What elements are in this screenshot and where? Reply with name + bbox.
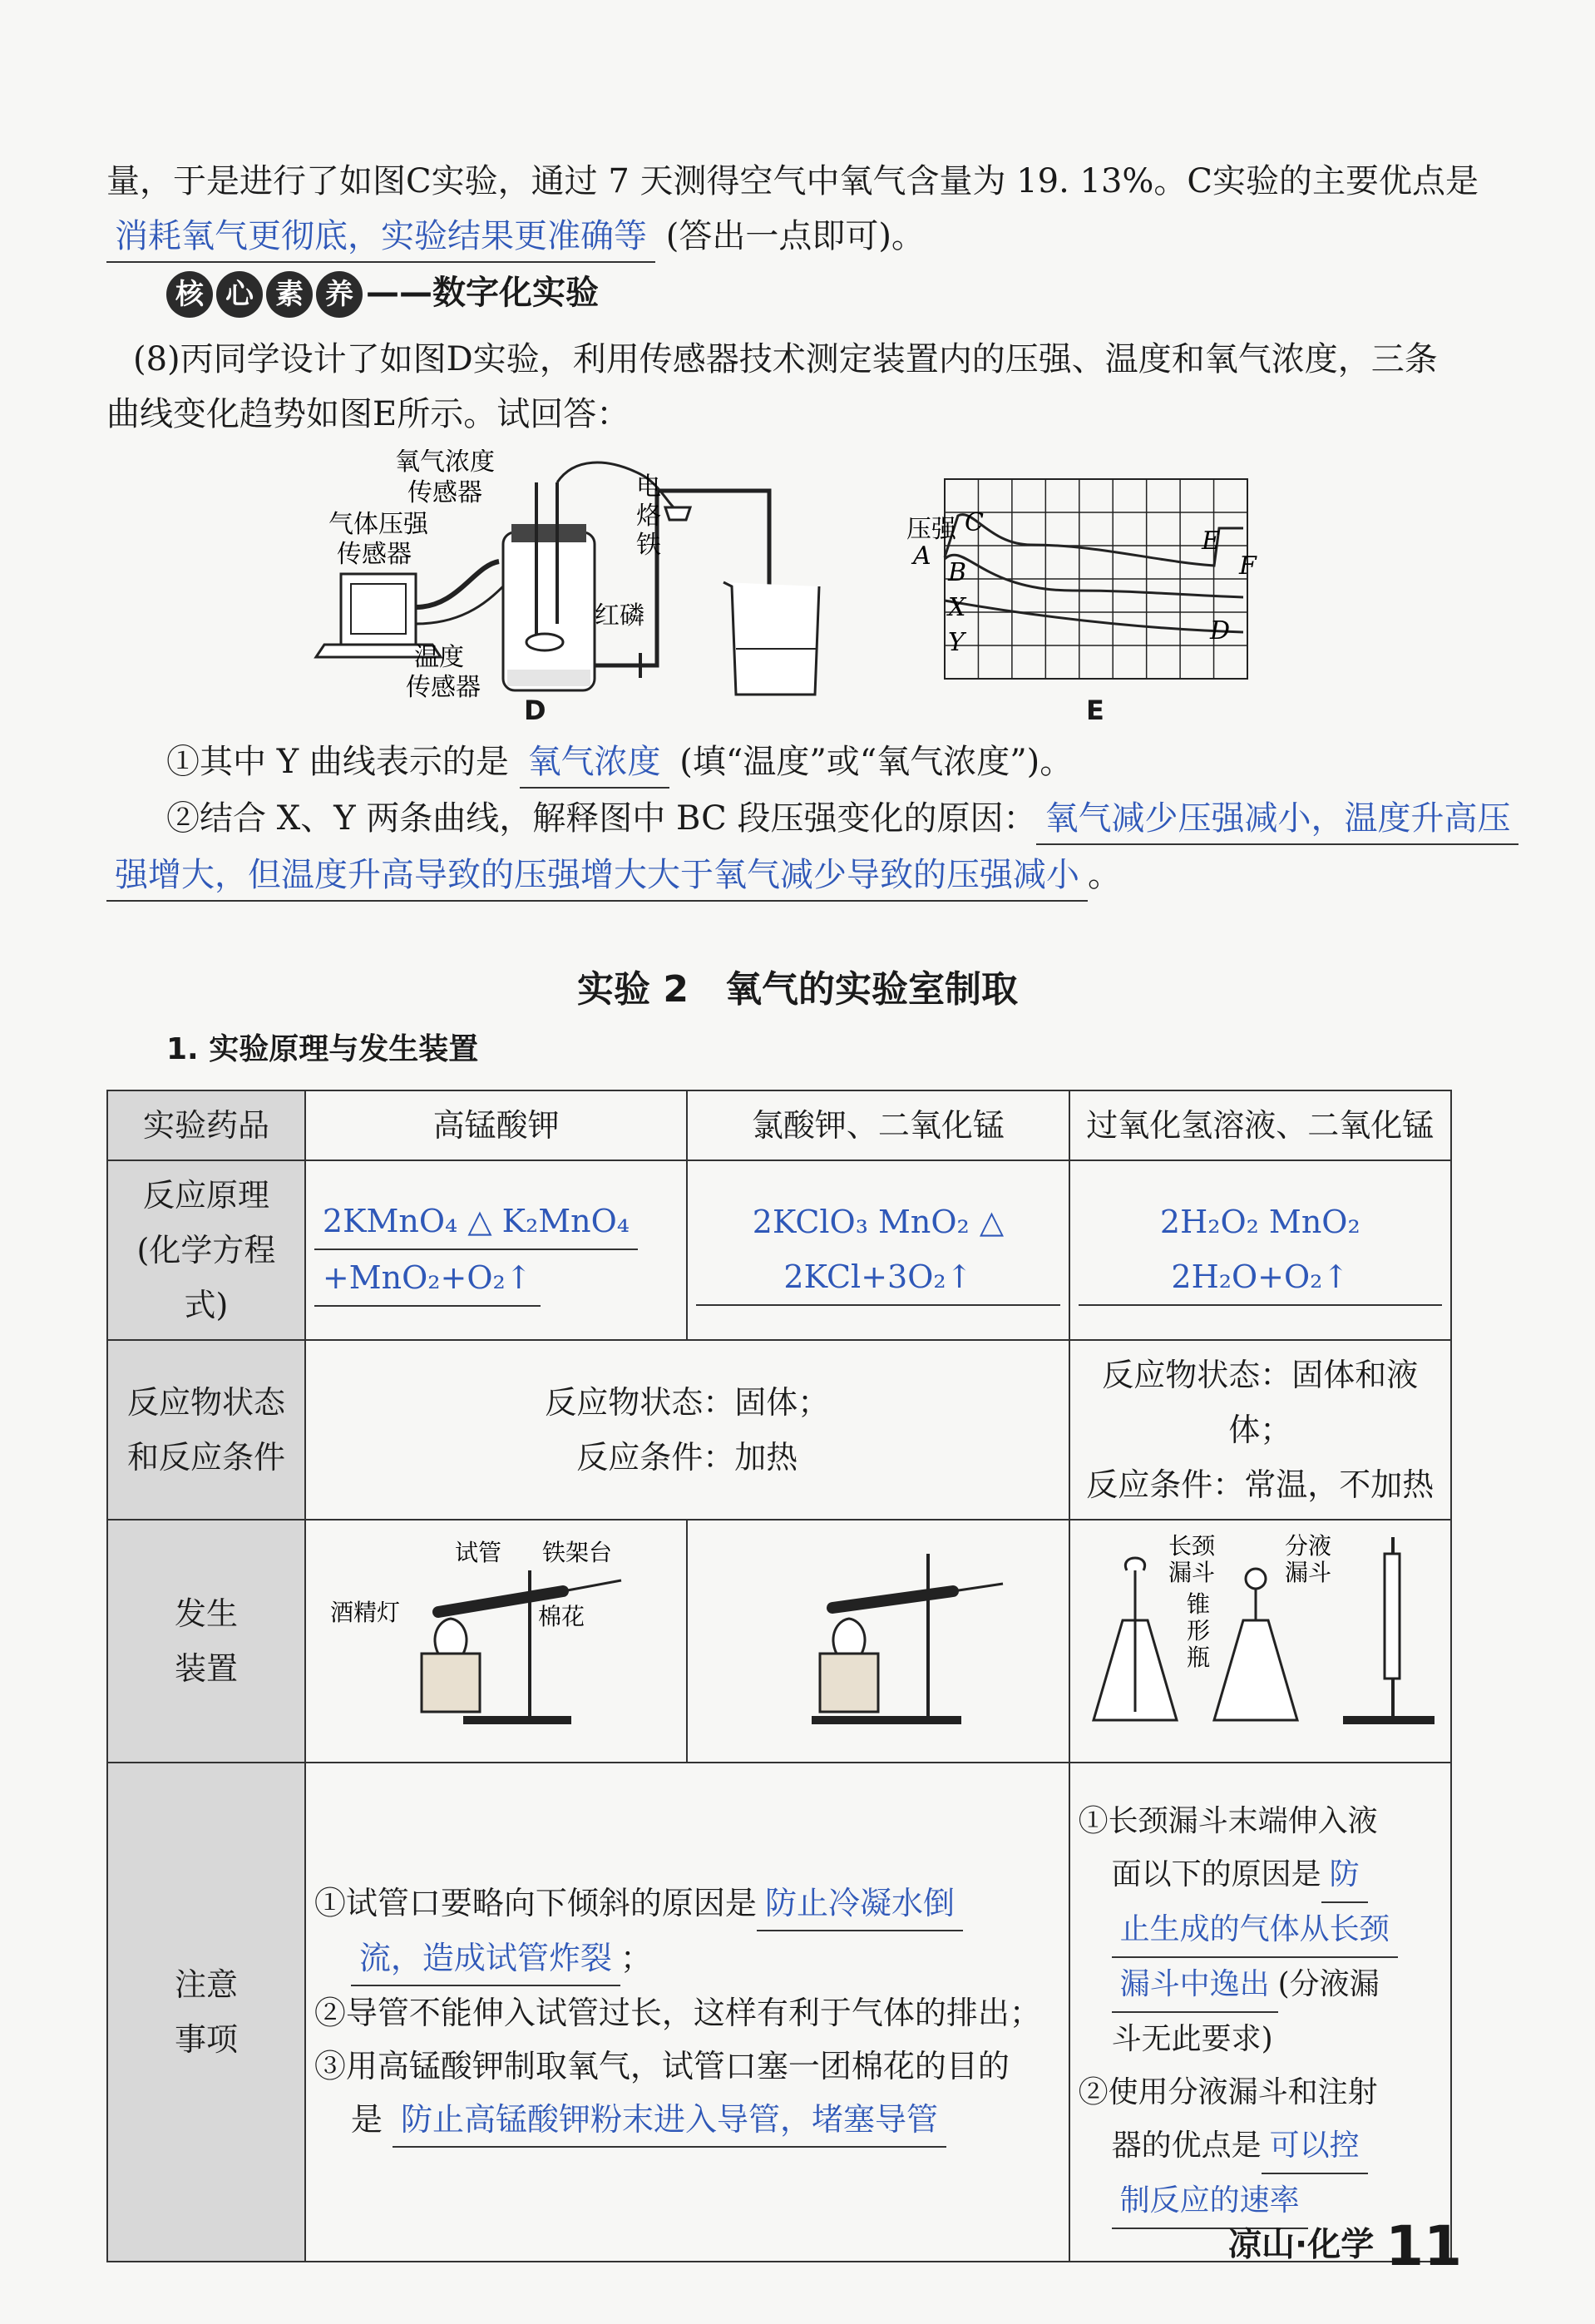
note1-post: ； — [620, 1940, 652, 1976]
figd-label-dian: 电 — [636, 472, 661, 502]
header-state — [107, 1340, 305, 1520]
table-row — [107, 1763, 1451, 2262]
m1-answer-c: 漏斗中逸出 — [1112, 1958, 1278, 2013]
device-kclo3-diagram — [695, 1520, 1061, 1745]
figd-label-sensor2: 传感器 — [337, 540, 412, 569]
core-title: ——数字化实验 — [366, 274, 599, 312]
section-subtitle: 1. 实验原理与发生装置 — [166, 1032, 479, 1066]
label-alcohol-lamp: 酒精灯 — [329, 1599, 400, 1626]
badge-3: 素 — [266, 271, 313, 318]
equation-1b: +MnO₂+O₂↑ — [314, 1250, 541, 1307]
label-long-neck-2: 漏斗 — [1168, 1559, 1216, 1586]
table-row — [107, 1340, 1451, 1520]
badge-1: 核 — [166, 271, 213, 318]
footer-text: 凉山·化学 — [1228, 2225, 1375, 2264]
answer-y-curve: 氧气浓度 — [520, 737, 669, 789]
note1-answer-b: 流，造成试管炸裂 — [351, 1931, 620, 1986]
m2-answer-b: 制反应的速率 — [1112, 2174, 1308, 2229]
header-drug: 实验药品 — [107, 1090, 305, 1160]
state-solid-a: 反应物状态：固体； — [545, 1384, 830, 1421]
header-device-1: 发生 — [174, 1595, 238, 1632]
header-notes-2: 事项 — [174, 2021, 238, 2058]
answer-bc-1: 氧气减少压强减小，温度升高压 — [1036, 794, 1518, 845]
chart-point-y: Y — [948, 628, 965, 657]
m2-answer-a: 可以控 — [1262, 2119, 1368, 2174]
sub-q2-pre: ②结合 X、Y 两条曲线，解释图中 BC 段压强变化的原因： — [166, 799, 1037, 838]
badge-2: 心 — [216, 271, 263, 318]
label-sep-funnel-1: 分液 — [1285, 1532, 1332, 1560]
figd-label-lao: 烙 — [636, 502, 661, 531]
chart-point-c: C — [965, 508, 984, 537]
col-h2o2: 过氧化氢溶液、二氧化锰 — [1069, 1090, 1451, 1160]
header-principle — [107, 1160, 305, 1340]
figd-label-o2: 氧气浓度 — [395, 449, 495, 477]
device-h2o2-diagram — [1077, 1520, 1443, 1745]
chart-point-d: D — [1210, 616, 1231, 645]
chart-point-a: A — [913, 541, 931, 571]
equation-2 — [687, 1160, 1069, 1340]
label-flask-3: 瓶 — [1187, 1644, 1211, 1671]
badge-4: 养 — [316, 271, 363, 318]
m1-post-b: 斗无此要求) — [1111, 2022, 1273, 2056]
note2: ②导管不能伸入试管过长，这样有利于气体的排出； — [314, 1995, 1041, 2031]
device-kclo3 — [687, 1520, 1069, 1763]
chart-axis-label: 压强 — [906, 515, 956, 544]
notes-solid — [305, 1763, 1069, 2262]
figd-label-sensor3: 传感器 — [406, 673, 481, 702]
col-kmno4: 高锰酸钾 — [305, 1090, 687, 1160]
note3-b: 是 — [350, 2101, 383, 2138]
sub-q1-pre: ①其中 Y 曲线表示的是 — [166, 743, 509, 781]
label-flask-1: 锥 — [1187, 1590, 1211, 1618]
sub-q1 — [166, 737, 1073, 789]
note1-pre: ①试管口要略向下倾斜的原因是 — [314, 1885, 757, 1921]
header-device — [107, 1520, 305, 1763]
page-footer — [1228, 2214, 1462, 2278]
figure-d-diagram — [308, 449, 898, 707]
label-iron-stand: 铁架台 — [541, 1539, 612, 1566]
label-test-tube: 试管 — [454, 1539, 501, 1566]
m1-a: ①长颈漏斗末端伸入液 — [1078, 1804, 1378, 1838]
label-long-neck-1: 长颈 — [1168, 1532, 1216, 1560]
table-row — [107, 1090, 1451, 1160]
header-notes-1: 注意 — [174, 1966, 238, 2003]
header-state-1: 反应物状态 — [126, 1384, 285, 1421]
figd-label-sensor1: 传感器 — [407, 478, 482, 507]
sub-q2-cont — [106, 850, 1121, 902]
state-solid — [305, 1340, 1069, 1520]
m2-a: ②使用分液漏斗和注射 — [1078, 2075, 1378, 2109]
q8-line-1: (8)丙同学设计了如图D实验，利用传感器技术测定装置内的压强、温度和氧气浓度，三条 — [133, 340, 1438, 378]
col-kclo3: 氯酸钾、二氧化锰 — [687, 1090, 1069, 1160]
figure-d-label: D — [524, 695, 546, 726]
label-cotton: 棉花 — [537, 1603, 585, 1630]
equation-1a: 2KMnO₄ △ K₂MnO₄ — [314, 1194, 638, 1250]
temperature-curve-x — [945, 555, 1243, 597]
pressure-curve — [945, 515, 1243, 566]
equation-3 — [1069, 1160, 1451, 1340]
m2-b: 器的优点是 — [1111, 2129, 1262, 2163]
label-flask-2: 形 — [1187, 1617, 1211, 1644]
note3-a: ③用高锰酸钾制取氧气，试管口塞一团棉花的目的 — [314, 2048, 1010, 2084]
state-solid-b: 反应条件：加热 — [576, 1439, 798, 1476]
oxygen-curve-y — [945, 601, 1243, 632]
state-liquid-a: 反应物状态：固体和液体； — [1102, 1357, 1419, 1448]
state-liquid — [1069, 1340, 1451, 1520]
device-h2o2 — [1069, 1520, 1451, 1763]
figure-e-chart — [906, 466, 1272, 690]
notes-liquid — [1069, 1763, 1451, 2262]
figd-label-pressure: 气体压强 — [328, 510, 428, 539]
table-row — [107, 1520, 1451, 1763]
header-principle-1: 反应原理 — [142, 1177, 269, 1214]
table-row — [107, 1160, 1451, 1340]
header-notes — [107, 1763, 305, 2262]
figd-label-temp: 温度 — [414, 643, 464, 672]
chart-point-e: E — [1202, 527, 1220, 556]
sub-q2-post: 。 — [1088, 856, 1121, 894]
chart-point-x: X — [948, 593, 966, 622]
q8-line-2: 曲线变化趋势如图E所示。试回答： — [106, 395, 630, 433]
note3-answer: 防止高锰酸钾粉末进入导管，堵塞导管 — [393, 2093, 946, 2148]
section-title: 实验 2 氧气的实验室制取 — [577, 968, 1018, 1011]
intro-line-1: 量，于是进行了如图C实验，通过 7 天测得空气中氧气含量为 19. 13%。C实验的主要优点是 — [106, 162, 1479, 200]
answer-bc-2: 强增大，但温度升高导致的压强增大大于氧气减少导致的压强减小 — [106, 850, 1088, 902]
figd-label-tie: 铁 — [636, 531, 661, 560]
header-state-2: 和反应条件 — [126, 1439, 285, 1476]
device-kmno4-diagram — [314, 1520, 679, 1745]
header-principle-2: (化学方程式) — [136, 1232, 276, 1323]
core-heading — [166, 268, 599, 318]
equation-1 — [305, 1160, 687, 1340]
equation-3-text: 2H₂O₂ MnO₂ 2H₂O+O₂↑ — [1079, 1194, 1442, 1306]
page-number: 11 — [1385, 2214, 1462, 2278]
intro-line-2 — [106, 211, 925, 263]
header-device-2: 装置 — [174, 1650, 238, 1687]
m1-answer-b: 止生成的气体从长颈 — [1112, 1903, 1398, 1958]
label-sep-funnel-2: 漏斗 — [1285, 1559, 1332, 1586]
m1-post-a: (分液漏 — [1277, 1967, 1380, 2001]
note1-answer-a: 防止冷凝水倒 — [757, 1877, 963, 1931]
experiment-table — [106, 1090, 1452, 2262]
chart-point-f: F — [1239, 551, 1257, 581]
state-liquid-b: 反应条件：常温，不加热 — [1086, 1466, 1435, 1503]
figd-label-phosphorus: 红磷 — [595, 601, 644, 630]
chart-point-b: B — [948, 558, 967, 587]
device-kmno4 — [305, 1520, 687, 1763]
m1-b: 面以下的原因是 — [1111, 1857, 1321, 1891]
sub-q2 — [166, 794, 1518, 845]
sub-q1-post: (填“温度”或“氧气浓度”)。 — [679, 743, 1074, 781]
answer-advantage: 消耗氧气更彻底，实验结果更准确等 — [106, 211, 655, 263]
figure-e-label: E — [1086, 695, 1104, 726]
m1-answer-a: 防 — [1321, 1848, 1368, 1903]
equation-2-text: 2KClO₃ MnO₂ △ 2KCl+3O₂↑ — [696, 1194, 1059, 1306]
intro-line-2-tail: (答出一点即可)。 — [665, 217, 925, 255]
